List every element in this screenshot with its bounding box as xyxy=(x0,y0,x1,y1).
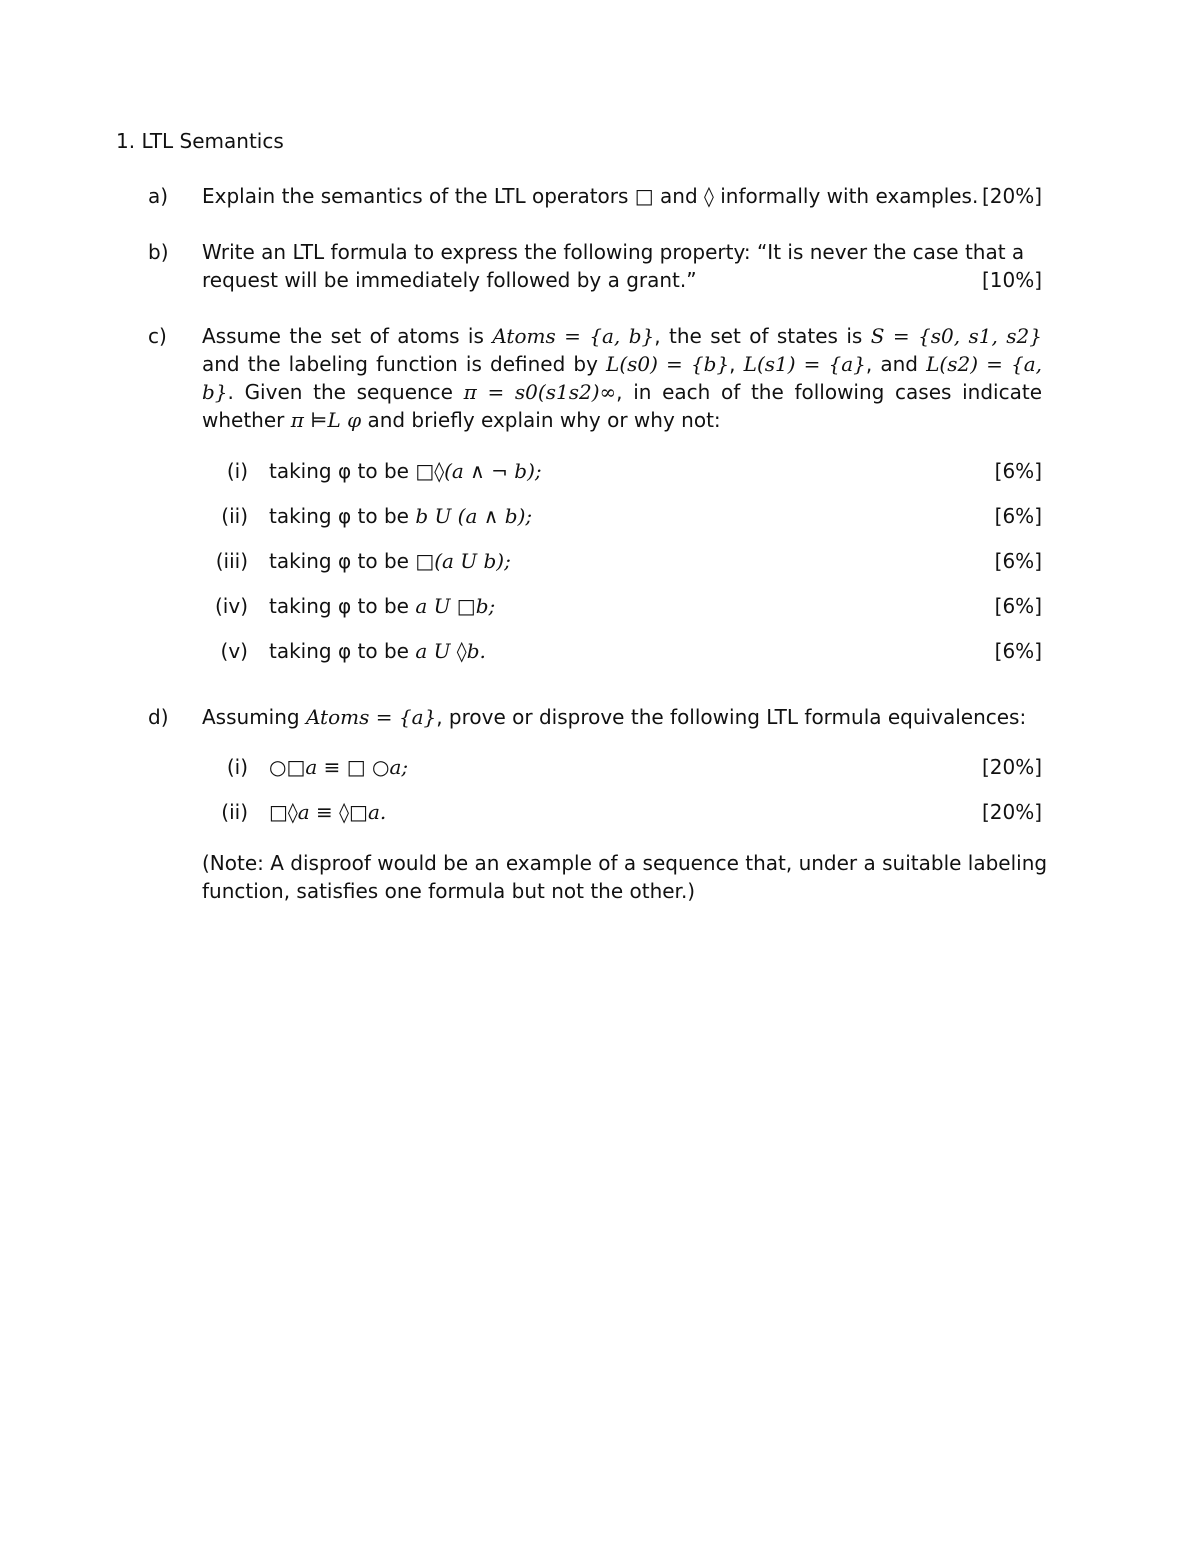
part-label: b) xyxy=(148,240,169,264)
formula: □◊a ≡ ◊□a. xyxy=(269,800,387,824)
formula: b U (a ∧ b); xyxy=(415,504,533,528)
text: taking φ to be xyxy=(269,504,416,528)
item-label: (ii) xyxy=(221,800,248,824)
labeling-s1: L(s1) = {a} xyxy=(743,352,866,376)
part-b-line2: request will be immediately followed by a grant.” xyxy=(202,268,697,292)
states-set: S = {s0, s1, s2} xyxy=(870,324,1042,348)
marks: [6%] xyxy=(994,639,1042,663)
text: . Given the sequence xyxy=(227,380,464,404)
part-label: c) xyxy=(148,324,167,348)
formula: □(a U b); xyxy=(415,549,511,573)
labeling-s2: L(s2) = {a, b} xyxy=(202,352,1042,404)
part-b-line1: Write an LTL formula to express the following property: “It is never the case that a xyxy=(202,240,1025,264)
part-d-item xyxy=(200,798,1042,826)
text: , prove or disprove the following LTL formula equivalences: xyxy=(436,705,1027,729)
marks: [6%] xyxy=(994,594,1042,618)
part-b-body xyxy=(202,238,1042,294)
item-label: (i) xyxy=(226,755,248,779)
formula: □◊(a ∧ ¬ b); xyxy=(415,459,542,483)
marks: [20%] xyxy=(981,800,1042,824)
item-label: (iv) xyxy=(215,594,248,618)
text: , the set of states is xyxy=(654,324,871,348)
atoms-set: Atoms = {a} xyxy=(305,705,437,729)
text: , and xyxy=(865,352,927,376)
part-d-intro xyxy=(202,703,1042,731)
text: taking φ to be xyxy=(269,549,416,573)
formula: a U □b; xyxy=(415,594,496,618)
text: taking φ to be xyxy=(269,639,416,663)
item-label: (i) xyxy=(226,459,248,483)
item-body xyxy=(269,592,495,620)
marks: [20%] xyxy=(981,184,1042,208)
formula: ○□a ≡ □ ○a; xyxy=(269,755,409,779)
item-body xyxy=(269,637,486,665)
text: , in each of the following cases indicate whether xyxy=(202,380,1042,432)
text: taking φ to be xyxy=(269,594,416,618)
part-c-item xyxy=(200,502,1042,530)
note-line1: (Note: A disproof would be an example of a sequence that, under a suitable labeling xyxy=(202,851,1048,875)
atoms-set: Atoms = {a, b} xyxy=(492,324,655,348)
text: Assuming xyxy=(202,705,306,729)
part-c-item xyxy=(200,592,1042,620)
part-label: a) xyxy=(148,184,169,208)
note-line2: function, satisfies one formula but not the other.) xyxy=(202,879,696,903)
item-label: (v) xyxy=(220,639,248,663)
item-label: (iii) xyxy=(215,549,248,573)
formula: a U ◊b. xyxy=(415,639,486,663)
item-label: (ii) xyxy=(221,504,248,528)
part-c-item xyxy=(200,547,1042,575)
part-c-intro: Assume the set of atoms is Atoms = {a, b}, the set of states is S = {s0, s1, s2} and the labeling function is defined by L(s0) = {b}, L(s1) = {a}, and L(s2) = {a, b}. Given the sequence π = s0(s1s2)∞, in each of the following cases indicate whether π ⊨L φ and briefly explain why or why not: xyxy=(202,324,1042,432)
marks: [6%] xyxy=(994,459,1042,483)
text: taking φ to be xyxy=(269,459,416,483)
part-label: d) xyxy=(148,705,169,729)
marks: [6%] xyxy=(994,549,1042,573)
part-d-item xyxy=(200,753,1042,781)
note xyxy=(202,849,1048,905)
part-a-body xyxy=(202,182,1042,210)
item-body xyxy=(269,502,532,530)
marks: [6%] xyxy=(994,504,1042,528)
labeling-s0: L(s0) = {b} xyxy=(606,352,730,376)
part-c-item xyxy=(200,637,1042,665)
sequence: π = s0(s1s2)∞ xyxy=(463,380,617,404)
marks: [10%] xyxy=(981,268,1042,292)
question-title: 1. LTL Semantics xyxy=(116,129,284,153)
part-c-item xyxy=(200,457,1042,485)
text: Assume the set of atoms is xyxy=(202,324,493,348)
marks: [20%] xyxy=(981,755,1042,779)
item-body xyxy=(269,547,511,575)
item-body xyxy=(269,457,542,485)
text: and briefly explain why or why not: xyxy=(361,408,721,432)
text: and the labeling function is defined by xyxy=(202,352,607,376)
part-a-text: Explain the semantics of the LTL operators □ and ◊ informally with examples. xyxy=(202,184,979,208)
satisfaction-relation: π ⊨L φ xyxy=(290,408,362,432)
